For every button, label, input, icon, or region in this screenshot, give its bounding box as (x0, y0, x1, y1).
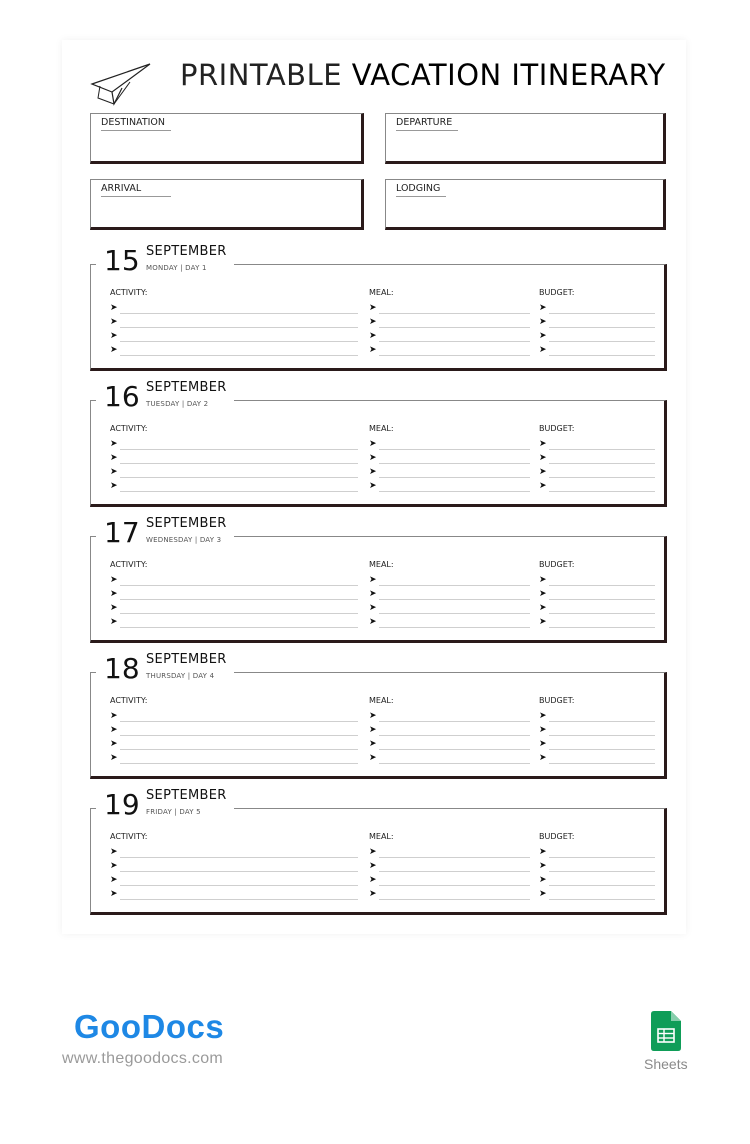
arrow-bullet-icon: ➤ (369, 344, 377, 354)
budget-entry-row[interactable] (539, 300, 655, 314)
activity-entry-row[interactable] (110, 436, 358, 450)
arrow-bullet-icon: ➤ (110, 874, 118, 884)
arrow-bullet-icon: ➤ (539, 846, 547, 856)
google-sheets-icon (651, 1011, 681, 1051)
arrow-bullet-icon: ➤ (369, 888, 377, 898)
activity-column-header: ACTIVITY: (110, 832, 148, 841)
arrow-bullet-icon: ➤ (539, 874, 547, 884)
budget-entry-row[interactable] (539, 886, 655, 900)
meal-entry-row[interactable] (369, 844, 530, 858)
activity-entry-row[interactable] (110, 886, 358, 900)
arrow-bullet-icon: ➤ (539, 480, 547, 490)
arrow-bullet-icon: ➤ (110, 888, 118, 898)
paper-plane-icon (90, 62, 152, 106)
meal-entry-row[interactable] (369, 450, 530, 464)
destination-label: DESTINATION (101, 117, 171, 131)
meal-column-header: MEAL: (369, 560, 394, 569)
entry-underline (379, 627, 530, 628)
day-number: 15 (104, 244, 140, 277)
lodging-label: LODGING (396, 183, 446, 197)
activity-entry-row[interactable] (110, 600, 358, 614)
meal-entry-row[interactable] (369, 342, 530, 356)
activity-entry-row[interactable] (110, 450, 358, 464)
meal-entry-row[interactable] (369, 858, 530, 872)
arrow-bullet-icon: ➤ (110, 846, 118, 856)
arrow-bullet-icon: ➤ (110, 316, 118, 326)
meal-entry-row[interactable] (369, 736, 530, 750)
arrow-bullet-icon: ➤ (369, 752, 377, 762)
activity-entry-row[interactable] (110, 708, 358, 722)
arrow-bullet-icon: ➤ (369, 574, 377, 584)
goodocs-logo: GooDocs (74, 1008, 225, 1045)
arrow-bullet-icon: ➤ (369, 588, 377, 598)
entry-underline (549, 763, 655, 764)
website-url[interactable]: www.thegoodocs.com (62, 1050, 224, 1067)
meal-entry-row[interactable] (369, 300, 530, 314)
budget-entry-row[interactable] (539, 342, 655, 356)
arrow-bullet-icon: ➤ (369, 466, 377, 476)
budget-entry-row[interactable] (539, 872, 655, 886)
arrow-bullet-icon: ➤ (539, 316, 547, 326)
day-month: SEPTEMBER (146, 652, 227, 667)
budget-entry-row[interactable] (539, 436, 655, 450)
entry-underline (379, 763, 530, 764)
budget-column-header: BUDGET: (539, 696, 575, 705)
day-number: 18 (104, 652, 140, 685)
title-bold: VACATION ITINERARY (351, 58, 666, 92)
arrow-bullet-icon: ➤ (110, 452, 118, 462)
day-number: 16 (104, 380, 140, 413)
budget-entry-row[interactable] (539, 314, 655, 328)
arrow-bullet-icon: ➤ (369, 616, 377, 626)
meal-entry-row[interactable] (369, 750, 530, 764)
arrival-box[interactable] (90, 179, 364, 230)
budget-entry-row[interactable] (539, 736, 655, 750)
meal-entry-row[interactable] (369, 586, 530, 600)
activity-column-header: ACTIVITY: (110, 288, 148, 297)
arrow-bullet-icon: ➤ (539, 588, 547, 598)
meal-column-header: MEAL: (369, 288, 394, 297)
arrow-bullet-icon: ➤ (369, 302, 377, 312)
meal-entry-row[interactable] (369, 314, 530, 328)
arrow-bullet-icon: ➤ (539, 616, 547, 626)
arrow-bullet-icon: ➤ (110, 330, 118, 340)
entry-underline (120, 355, 358, 356)
budget-entry-row[interactable] (539, 722, 655, 736)
arrow-bullet-icon: ➤ (369, 724, 377, 734)
entry-underline (120, 763, 358, 764)
arrow-bullet-icon: ➤ (110, 724, 118, 734)
budget-entry-row[interactable] (539, 614, 655, 628)
day-subtitle: TUESDAY | DAY 2 (146, 400, 209, 408)
arrow-bullet-icon: ➤ (369, 874, 377, 884)
sheets-label: Sheets (644, 1056, 688, 1072)
meal-entry-row[interactable] (369, 464, 530, 478)
activity-entry-row[interactable] (110, 722, 358, 736)
day-subtitle: THURSDAY | DAY 4 (146, 672, 215, 680)
meal-column-header: MEAL: (369, 832, 394, 841)
activity-entry-row[interactable] (110, 314, 358, 328)
day-number: 17 (104, 516, 140, 549)
budget-entry-row[interactable] (539, 858, 655, 872)
arrow-bullet-icon: ➤ (369, 452, 377, 462)
arrow-bullet-icon: ➤ (110, 344, 118, 354)
arrow-bullet-icon: ➤ (110, 752, 118, 762)
budget-entry-row[interactable] (539, 600, 655, 614)
arrow-bullet-icon: ➤ (539, 888, 547, 898)
activity-entry-row[interactable] (110, 872, 358, 886)
day-month: SEPTEMBER (146, 516, 227, 531)
arrow-bullet-icon: ➤ (369, 330, 377, 340)
entry-underline (120, 491, 358, 492)
arrow-bullet-icon: ➤ (539, 438, 547, 448)
arrow-bullet-icon: ➤ (539, 302, 547, 312)
budget-column-header: BUDGET: (539, 560, 575, 569)
budget-column-header: BUDGET: (539, 832, 575, 841)
arrow-bullet-icon: ➤ (539, 452, 547, 462)
arrow-bullet-icon: ➤ (110, 860, 118, 870)
title-light: PRINTABLE (180, 58, 343, 92)
arrow-bullet-icon: ➤ (369, 738, 377, 748)
departure-box[interactable] (385, 113, 666, 164)
meal-entry-row[interactable] (369, 708, 530, 722)
arrow-bullet-icon: ➤ (539, 574, 547, 584)
activity-entry-row[interactable] (110, 858, 358, 872)
departure-label: DEPARTURE (396, 117, 458, 131)
meal-column-header: MEAL: (369, 424, 394, 433)
arrow-bullet-icon: ➤ (539, 860, 547, 870)
arrow-bullet-icon: ➤ (369, 438, 377, 448)
arrow-bullet-icon: ➤ (369, 710, 377, 720)
budget-entry-row[interactable] (539, 572, 655, 586)
day-header (96, 652, 234, 688)
day-subtitle: WEDNESDAY | DAY 3 (146, 536, 222, 544)
activity-entry-row[interactable] (110, 300, 358, 314)
arrow-bullet-icon: ➤ (369, 846, 377, 856)
meal-entry-row[interactable] (369, 886, 530, 900)
meal-entry-row[interactable] (369, 722, 530, 736)
activity-entry-row[interactable] (110, 586, 358, 600)
activity-column-header: ACTIVITY: (110, 424, 148, 433)
day-header (96, 788, 234, 824)
arrow-bullet-icon: ➤ (539, 738, 547, 748)
arrow-bullet-icon: ➤ (110, 738, 118, 748)
arrow-bullet-icon: ➤ (110, 588, 118, 598)
activity-column-header: ACTIVITY: (110, 560, 148, 569)
budget-entry-row[interactable] (539, 328, 655, 342)
arrow-bullet-icon: ➤ (110, 438, 118, 448)
arrow-bullet-icon: ➤ (110, 602, 118, 612)
budget-entry-row[interactable] (539, 708, 655, 722)
budget-entry-row[interactable] (539, 844, 655, 858)
arrow-bullet-icon: ➤ (539, 330, 547, 340)
day-month: SEPTEMBER (146, 788, 227, 803)
budget-column-header: BUDGET: (539, 424, 575, 433)
budget-entry-row[interactable] (539, 750, 655, 764)
arrow-bullet-icon: ➤ (110, 616, 118, 626)
day-month: SEPTEMBER (146, 244, 227, 259)
meal-entry-row[interactable] (369, 478, 530, 492)
lodging-box[interactable] (385, 179, 666, 230)
entry-underline (120, 899, 358, 900)
arrow-bullet-icon: ➤ (539, 344, 547, 354)
day-subtitle: FRIDAY | DAY 5 (146, 808, 201, 816)
meal-column-header: MEAL: (369, 696, 394, 705)
activity-entry-row[interactable] (110, 464, 358, 478)
entry-underline (549, 899, 655, 900)
activity-entry-row[interactable] (110, 478, 358, 492)
day-header (96, 516, 234, 552)
arrow-bullet-icon: ➤ (369, 860, 377, 870)
budget-entry-row[interactable] (539, 450, 655, 464)
budget-entry-row[interactable] (539, 478, 655, 492)
arrival-label: ARRIVAL (101, 183, 171, 197)
arrow-bullet-icon: ➤ (539, 752, 547, 762)
arrow-bullet-icon: ➤ (369, 602, 377, 612)
activity-entry-row[interactable] (110, 736, 358, 750)
day-header (96, 380, 234, 416)
arrow-bullet-icon: ➤ (369, 480, 377, 490)
day-number: 19 (104, 788, 140, 821)
entry-underline (549, 627, 655, 628)
activity-column-header: ACTIVITY: (110, 696, 148, 705)
activity-entry-row[interactable] (110, 844, 358, 858)
meal-entry-row[interactable] (369, 614, 530, 628)
meal-entry-row[interactable] (369, 600, 530, 614)
entry-underline (379, 355, 530, 356)
arrow-bullet-icon: ➤ (539, 466, 547, 476)
activity-entry-row[interactable] (110, 614, 358, 628)
arrow-bullet-icon: ➤ (110, 480, 118, 490)
activity-entry-row[interactable] (110, 342, 358, 356)
arrow-bullet-icon: ➤ (539, 724, 547, 734)
budget-entry-row[interactable] (539, 586, 655, 600)
meal-entry-row[interactable] (369, 872, 530, 886)
activity-entry-row[interactable] (110, 572, 358, 586)
arrow-bullet-icon: ➤ (110, 574, 118, 584)
activity-entry-row[interactable] (110, 750, 358, 764)
entry-underline (549, 355, 655, 356)
activity-entry-row[interactable] (110, 328, 358, 342)
destination-box[interactable] (90, 113, 364, 164)
arrow-bullet-icon: ➤ (110, 302, 118, 312)
budget-entry-row[interactable] (539, 464, 655, 478)
arrow-bullet-icon: ➤ (369, 316, 377, 326)
meal-entry-row[interactable] (369, 328, 530, 342)
entry-underline (379, 899, 530, 900)
page-title (180, 58, 666, 92)
entry-underline (379, 491, 530, 492)
arrow-bullet-icon: ➤ (110, 710, 118, 720)
day-header (96, 244, 234, 280)
budget-column-header: BUDGET: (539, 288, 575, 297)
day-month: SEPTEMBER (146, 380, 227, 395)
arrow-bullet-icon: ➤ (539, 710, 547, 720)
meal-entry-row[interactable] (369, 572, 530, 586)
meal-entry-row[interactable] (369, 436, 530, 450)
day-subtitle: MONDAY | DAY 1 (146, 264, 207, 272)
arrow-bullet-icon: ➤ (539, 602, 547, 612)
entry-underline (120, 627, 358, 628)
arrow-bullet-icon: ➤ (110, 466, 118, 476)
entry-underline (549, 491, 655, 492)
